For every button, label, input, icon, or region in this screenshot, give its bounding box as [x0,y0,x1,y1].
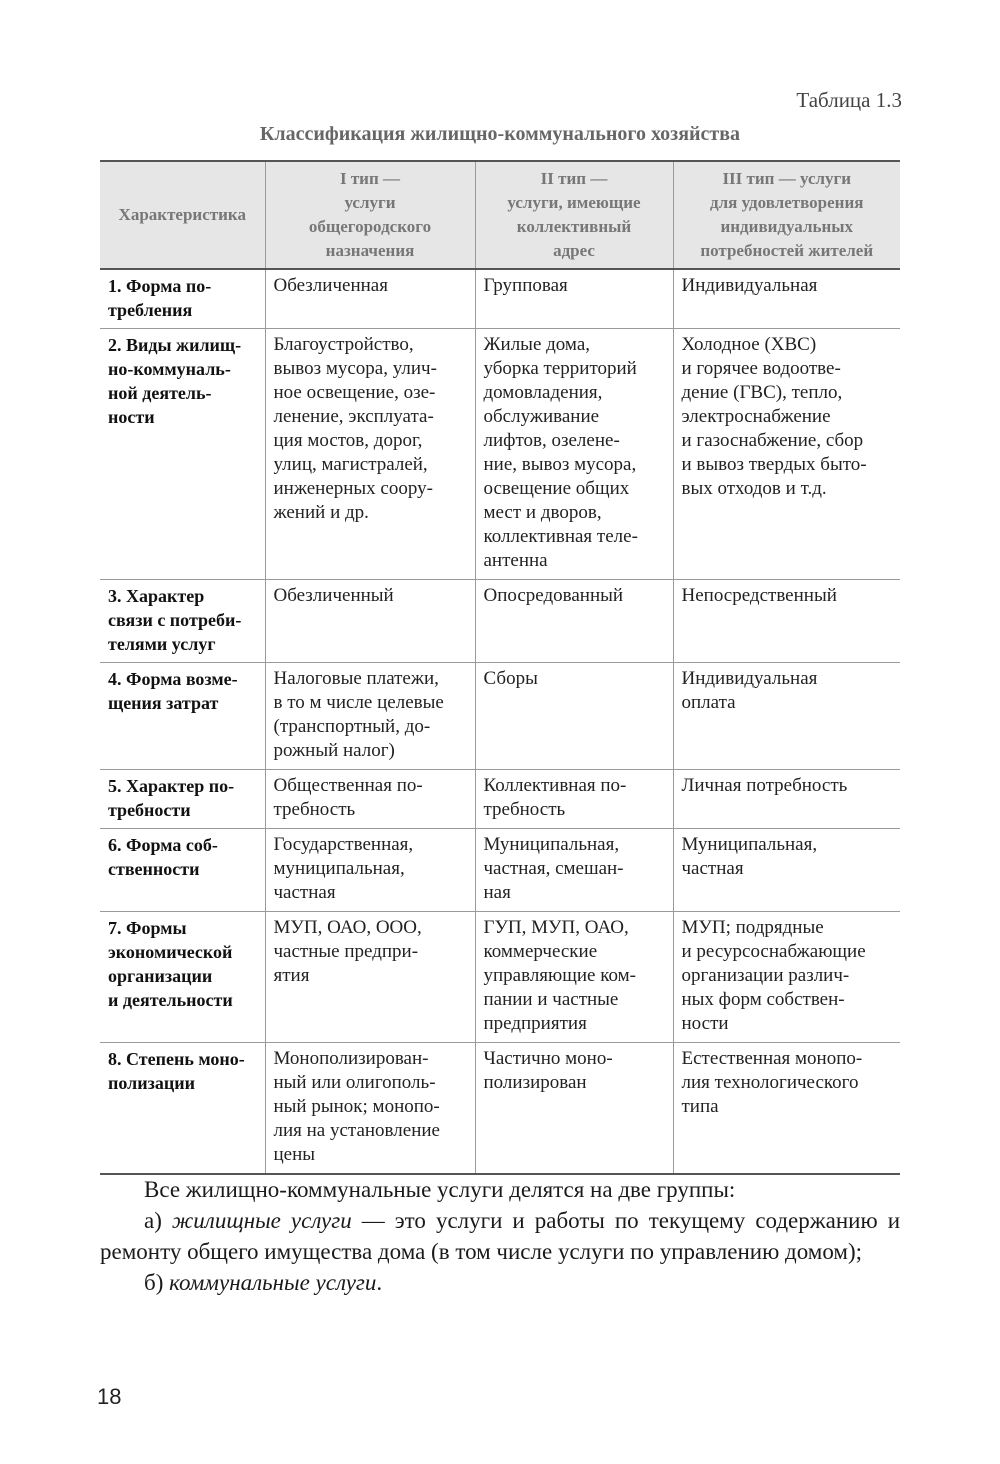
cell-type-3: Индивидуальная оплата [673,663,900,770]
housing-services-definition: — это услуги и работы по текущему содержанию и ремонту общего имущества дома (в том числе услуги по управлению домом); [100,1208,901,1264]
row-characteristic: 4. Форма возме- щения затрат [100,663,265,770]
header-characteristic: Характеристика [100,161,265,269]
row-characteristic: 2. Виды жилищ- но-коммуналь- ной деятель- ности [100,329,265,580]
cell-type-2: Частично моно- полизирован [475,1043,673,1175]
list-marker-a: а) [144,1208,172,1233]
table-row [100,829,900,912]
cell-type-3: Муниципальная, частная [673,829,900,912]
cell-type-2: Опосредованный [475,580,673,663]
cell-type-2: ГУП, МУП, ОАО, коммерческие управляющие ком- пании и частные предприятия [475,912,673,1043]
term-housing-services: жилищные услуги [171,1208,352,1233]
table-row [100,770,900,829]
table-row [100,329,900,580]
cell-type-3: Личная потребность [673,770,900,829]
cell-type-2: Коллективная по- требность [475,770,673,829]
table-number: Таблица 1.3 [796,88,902,112]
row-characteristic: 8. Степень моно- полизации [100,1043,265,1175]
cell-type-3: Непосредственный [673,580,900,663]
table-row [100,580,900,663]
utility-services-suffix: . [376,1270,383,1295]
header-type-3: III тип — услуги для удовлетворения индивидуальных потребностей жителей [673,161,900,269]
cell-type-1: Налоговые платежи, в то м числе целевые (транспортный, до- рожный налог) [265,663,475,770]
row-characteristic: 5. Характер по- требности [100,770,265,829]
header-type-1: I тип — услуги общегородского назначения [265,161,475,269]
classification-table [100,160,900,1175]
cell-type-1: Государственная, муниципальная, частная [265,829,475,912]
table-row [100,912,900,1043]
cell-type-2: Муниципальная, частная, смешан- ная [475,829,673,912]
page-number: 18 [97,1384,122,1409]
row-characteristic: 1. Форма по- требления [100,269,265,329]
table-row [100,269,900,329]
cell-type-1: Обезличенная [265,269,475,329]
cell-type-2: Сборы [475,663,673,770]
table-row [100,1043,900,1175]
cell-type-3: Индивидуальная [673,269,900,329]
cell-type-2: Жилые дома, уборка территорий домовладения, обслуживание лифтов, озелене- ние, вывоз мусора, освещение общих мест и дворов, коллективная теле- антенна [475,329,673,580]
row-characteristic: 3. Характер связи с потреби- телями услуг [100,580,265,663]
cell-type-1: Монополизирован- ный или олигополь- ный рынок; монопо- лия на установление цены [265,1043,475,1175]
row-characteristic: 6. Форма соб- ственности [100,829,265,912]
paragraph-groups-intro: Все жилищно-коммунальные услуги делятся на две группы: [144,1177,736,1202]
row-characteristic: 7. Формы экономической организации и деятельности [100,912,265,1043]
list-marker-b: б) [144,1270,170,1295]
cell-type-1: МУП, ОАО, ООО, частные предпри- ятия [265,912,475,1043]
cell-type-1: Благоустройство, вывоз мусора, улич- ное освещение, озе- ленение, эксплуата- ция мостов, дорог, улиц, магистралей, инженерных соору- жений и др. [265,329,475,580]
header-type-2: II тип — услуги, имеющие коллективный адрес [475,161,673,269]
cell-type-3: МУП; подрядные и ресурсоснабжающие организации различ- ных форм собствен- ности [673,912,900,1043]
paragraph-utility-services [100,1267,900,1298]
body-text [100,1174,900,1298]
cell-type-1: Обезличенный [265,580,475,663]
table-header-row [100,161,900,269]
cell-type-3: Естественная монопо- лия технологического типа [673,1043,900,1175]
paragraph-housing-services [100,1205,900,1267]
cell-type-3: Холодное (ХВС) и горячее водоотве- дение (ГВС), тепло, электроснабжение и газоснабжение, сбор и вывоз твердых быто- вых отходов и т.д. [673,329,900,580]
table-row [100,663,900,770]
cell-type-2: Групповая [475,269,673,329]
cell-type-1: Общественная по- требность [265,770,475,829]
term-utility-services: коммунальные услуги [169,1270,377,1295]
table-title: Классификация жилищно-коммунального хозяйства [259,123,741,145]
